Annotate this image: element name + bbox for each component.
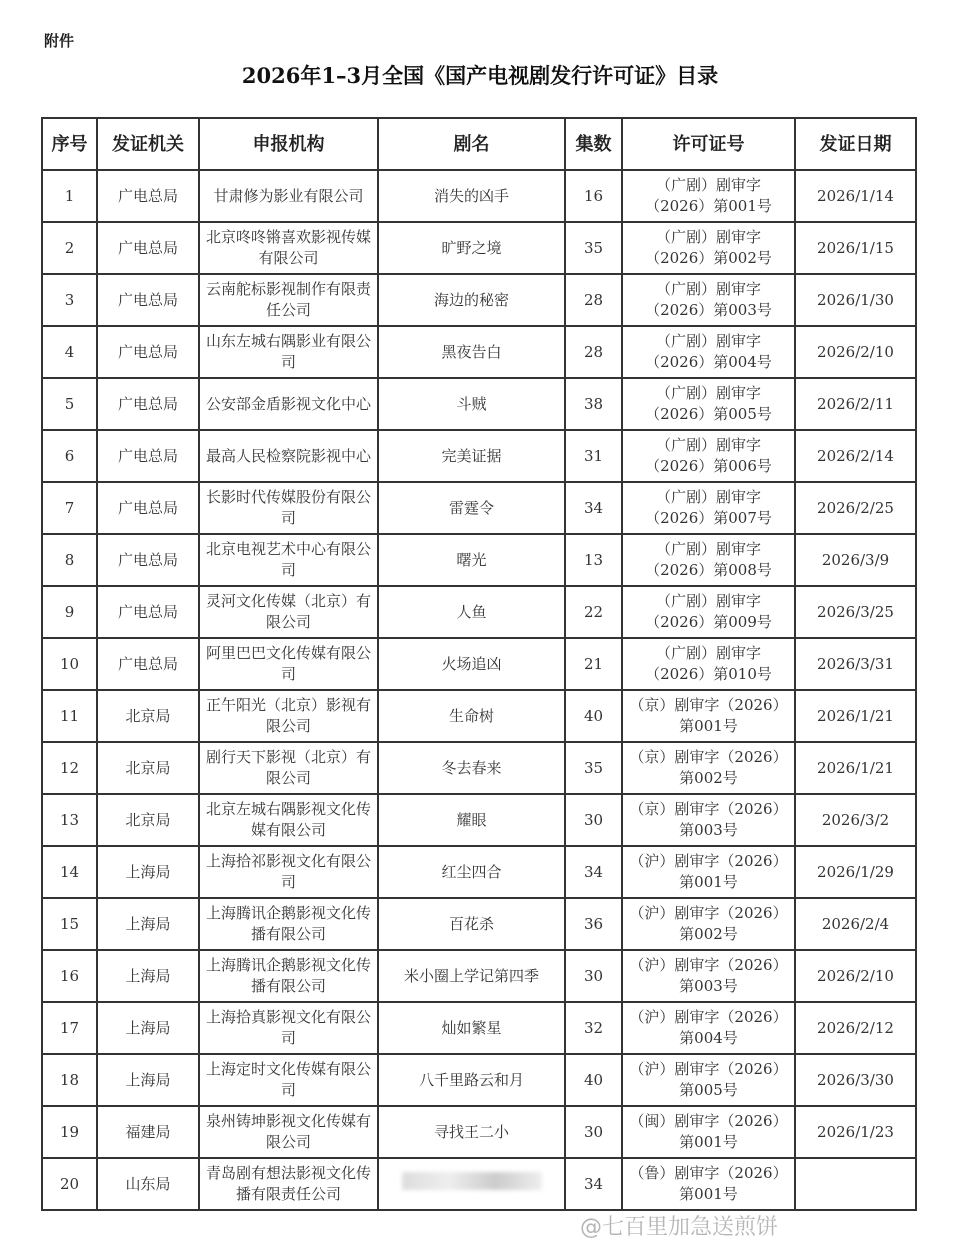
cell-episodes: 34	[565, 482, 622, 534]
cell-license: （闽）剧审字（2026）第001号	[622, 1106, 795, 1158]
table-row	[42, 222, 916, 274]
table-row	[42, 586, 916, 638]
cell-name: 生命树	[378, 690, 565, 742]
cell-date: 2026/1/21	[795, 742, 916, 794]
cell-episodes: 21	[565, 638, 622, 690]
cell-name: 消失的凶手	[378, 170, 565, 222]
cell-date: 2026/2/12	[795, 1002, 916, 1054]
cell-org: 正午阳光（北京）影视有限公司	[199, 690, 378, 742]
cell-episodes: 13	[565, 534, 622, 586]
cell-name: 百花杀	[378, 898, 565, 950]
cell-name: 斗贼	[378, 378, 565, 430]
cell-name: 灿如繁星	[378, 1002, 565, 1054]
cell-episodes: 35	[565, 222, 622, 274]
cell-date: 2026/2/25	[795, 482, 916, 534]
cell-authority: 广电总局	[97, 274, 199, 326]
cell-no: 7	[42, 482, 97, 534]
cell-license: （广剧）剧审字（2026）第010号	[622, 638, 795, 690]
table-row	[42, 326, 916, 378]
cell-no: 17	[42, 1002, 97, 1054]
cell-authority: 山东局	[97, 1158, 199, 1210]
cell-license: （沪）剧审字（2026）第005号	[622, 1054, 795, 1106]
cell-no: 18	[42, 1054, 97, 1106]
table-row	[42, 430, 916, 482]
attachment-label: 附件	[44, 32, 75, 50]
cell-license: （广剧）剧审字（2026）第006号	[622, 430, 795, 482]
cell-name: 八千里路云和月	[378, 1054, 565, 1106]
cell-episodes: 22	[565, 586, 622, 638]
table-row	[42, 482, 916, 534]
cell-episodes: 40	[565, 1054, 622, 1106]
cell-authority: 北京局	[97, 742, 199, 794]
cell-license: （广剧）剧审字（2026）第007号	[622, 482, 795, 534]
cell-authority: 广电总局	[97, 378, 199, 430]
cell-name: 米小圈上学记第四季	[378, 950, 565, 1002]
cell-date: 2026/1/21	[795, 690, 916, 742]
cell-date: 2026/1/14	[795, 170, 916, 222]
cell-date: 2026/3/2	[795, 794, 916, 846]
table-row	[42, 742, 916, 794]
table-header-row	[42, 118, 916, 170]
cell-license: （沪）剧审字（2026）第001号	[622, 846, 795, 898]
header-license: 许可证号	[622, 118, 795, 170]
cell-episodes: 34	[565, 1158, 622, 1210]
cell-authority: 上海局	[97, 898, 199, 950]
cell-license: （京）剧审字（2026）第002号	[622, 742, 795, 794]
cell-authority: 广电总局	[97, 170, 199, 222]
cell-no: 3	[42, 274, 97, 326]
cell-no: 4	[42, 326, 97, 378]
table-row	[42, 534, 916, 586]
cell-org: 泉州铸坤影视文化传媒有限公司	[199, 1106, 378, 1158]
cell-date	[795, 1158, 916, 1210]
header-no: 序号	[42, 118, 97, 170]
header-date: 发证日期	[795, 118, 916, 170]
cell-org: 山东左城右隅影业有限公司	[199, 326, 378, 378]
cell-no: 10	[42, 638, 97, 690]
cell-org: 上海定时文化传媒有限公司	[199, 1054, 378, 1106]
cell-license: （广剧）剧审字（2026）第005号	[622, 378, 795, 430]
table-row	[42, 638, 916, 690]
cell-license: （沪）剧审字（2026）第002号	[622, 898, 795, 950]
table-row	[42, 1106, 916, 1158]
cell-authority: 广电总局	[97, 534, 199, 586]
cell-date: 2026/1/30	[795, 274, 916, 326]
cell-authority: 福建局	[97, 1106, 199, 1158]
cell-org: 上海拾真影视文化有限公司	[199, 1002, 378, 1054]
cell-license: （沪）剧审字（2026）第004号	[622, 1002, 795, 1054]
cell-name: 人鱼	[378, 586, 565, 638]
cell-date: 2026/2/4	[795, 898, 916, 950]
blurred-text	[402, 1172, 542, 1190]
cell-no: 2	[42, 222, 97, 274]
cell-authority: 上海局	[97, 846, 199, 898]
cell-org: 甘肃修为影业有限公司	[199, 170, 378, 222]
cell-no: 19	[42, 1106, 97, 1158]
cell-no: 6	[42, 430, 97, 482]
header-org: 申报机构	[199, 118, 378, 170]
cell-authority: 北京局	[97, 690, 199, 742]
watermark: @七百里加急送煎饼	[580, 1215, 779, 1240]
cell-no: 5	[42, 378, 97, 430]
cell-license: （广剧）剧审字（2026）第003号	[622, 274, 795, 326]
cell-name: 旷野之境	[378, 222, 565, 274]
cell-no: 15	[42, 898, 97, 950]
cell-authority: 广电总局	[97, 222, 199, 274]
cell-name: 火场追凶	[378, 638, 565, 690]
cell-no: 14	[42, 846, 97, 898]
cell-no: 12	[42, 742, 97, 794]
cell-date: 2026/3/9	[795, 534, 916, 586]
cell-name: 黑夜告白	[378, 326, 565, 378]
cell-date: 2026/3/25	[795, 586, 916, 638]
cell-license: （京）剧审字（2026）第003号	[622, 794, 795, 846]
table-row	[42, 1158, 916, 1210]
cell-name: 完美证据	[378, 430, 565, 482]
cell-date: 2026/2/11	[795, 378, 916, 430]
cell-episodes: 28	[565, 274, 622, 326]
table-row	[42, 274, 916, 326]
cell-no: 13	[42, 794, 97, 846]
cell-authority: 广电总局	[97, 638, 199, 690]
cell-license: （广剧）剧审字（2026）第004号	[622, 326, 795, 378]
cell-date: 2026/2/10	[795, 326, 916, 378]
cell-episodes: 28	[565, 326, 622, 378]
cell-org: 上海腾讯企鹅影视文化传播有限公司	[199, 898, 378, 950]
cell-episodes: 30	[565, 950, 622, 1002]
cell-name: 耀眼	[378, 794, 565, 846]
cell-episodes: 32	[565, 1002, 622, 1054]
cell-license: （广剧）剧审字（2026）第002号	[622, 222, 795, 274]
cell-episodes: 40	[565, 690, 622, 742]
cell-date: 2026/3/30	[795, 1054, 916, 1106]
cell-date: 2026/1/23	[795, 1106, 916, 1158]
cell-org: 云南舵标影视制作有限责任公司	[199, 274, 378, 326]
header-episodes: 集数	[565, 118, 622, 170]
license-table	[41, 117, 917, 1211]
cell-name: 雷霆令	[378, 482, 565, 534]
cell-date: 2026/2/10	[795, 950, 916, 1002]
header-authority: 发证机关	[97, 118, 199, 170]
cell-name: 曙光	[378, 534, 565, 586]
table-row	[42, 1054, 916, 1106]
cell-date: 2026/3/31	[795, 638, 916, 690]
cell-org: 最高人民检察院影视中心	[199, 430, 378, 482]
cell-episodes: 38	[565, 378, 622, 430]
cell-org: 青岛剧有想法影视文化传播有限责任公司	[199, 1158, 378, 1210]
cell-date: 2026/2/14	[795, 430, 916, 482]
cell-authority: 北京局	[97, 794, 199, 846]
cell-no: 9	[42, 586, 97, 638]
table-row	[42, 690, 916, 742]
table-row	[42, 378, 916, 430]
cell-org: 公安部金盾影视文化中心	[199, 378, 378, 430]
cell-name: 寻找王二小	[378, 1106, 565, 1158]
document-title: 2026年1–3月全国《国产电视剧发行许可证》目录	[241, 63, 719, 88]
cell-authority: 上海局	[97, 1054, 199, 1106]
cell-org: 阿里巴巴文化传媒有限公司	[199, 638, 378, 690]
cell-no: 11	[42, 690, 97, 742]
table-row	[42, 794, 916, 846]
cell-org: 北京左城右隅影视文化传媒有限公司	[199, 794, 378, 846]
cell-episodes: 31	[565, 430, 622, 482]
cell-license: （广剧）剧审字（2026）第001号	[622, 170, 795, 222]
cell-name: 红尘四合	[378, 846, 565, 898]
cell-episodes: 36	[565, 898, 622, 950]
cell-authority: 广电总局	[97, 326, 199, 378]
cell-name	[378, 1158, 565, 1210]
cell-license: （沪）剧审字（2026）第003号	[622, 950, 795, 1002]
cell-authority: 上海局	[97, 950, 199, 1002]
header-name: 剧名	[378, 118, 565, 170]
cell-no: 16	[42, 950, 97, 1002]
cell-org: 上海腾讯企鹅影视文化传播有限公司	[199, 950, 378, 1002]
cell-name: 海边的秘密	[378, 274, 565, 326]
cell-org: 灵河文化传媒（北京）有限公司	[199, 586, 378, 638]
cell-date: 2026/1/29	[795, 846, 916, 898]
cell-episodes: 34	[565, 846, 622, 898]
cell-authority: 广电总局	[97, 430, 199, 482]
table-row	[42, 1002, 916, 1054]
cell-authority: 广电总局	[97, 482, 199, 534]
cell-license: （京）剧审字（2026）第001号	[622, 690, 795, 742]
cell-episodes: 30	[565, 794, 622, 846]
cell-org: 北京电视艺术中心有限公司	[199, 534, 378, 586]
cell-date: 2026/1/15	[795, 222, 916, 274]
cell-org: 上海拾祁影视文化有限公司	[199, 846, 378, 898]
cell-episodes: 16	[565, 170, 622, 222]
cell-license: （广剧）剧审字（2026）第009号	[622, 586, 795, 638]
table-row	[42, 846, 916, 898]
cell-name: 冬去春来	[378, 742, 565, 794]
cell-org: 北京咚咚锵喜欢影视传媒有限公司	[199, 222, 378, 274]
cell-license: （鲁）剧审字（2026）第001号	[622, 1158, 795, 1210]
table-row	[42, 170, 916, 222]
table-row	[42, 950, 916, 1002]
cell-authority: 广电总局	[97, 586, 199, 638]
cell-authority: 上海局	[97, 1002, 199, 1054]
table-row	[42, 898, 916, 950]
cell-org: 剧行天下影视（北京）有限公司	[199, 742, 378, 794]
cell-episodes: 30	[565, 1106, 622, 1158]
cell-no: 1	[42, 170, 97, 222]
cell-episodes: 35	[565, 742, 622, 794]
cell-license: （广剧）剧审字（2026）第008号	[622, 534, 795, 586]
cell-no: 20	[42, 1158, 97, 1210]
cell-org: 长影时代传媒股份有限公司	[199, 482, 378, 534]
cell-no: 8	[42, 534, 97, 586]
